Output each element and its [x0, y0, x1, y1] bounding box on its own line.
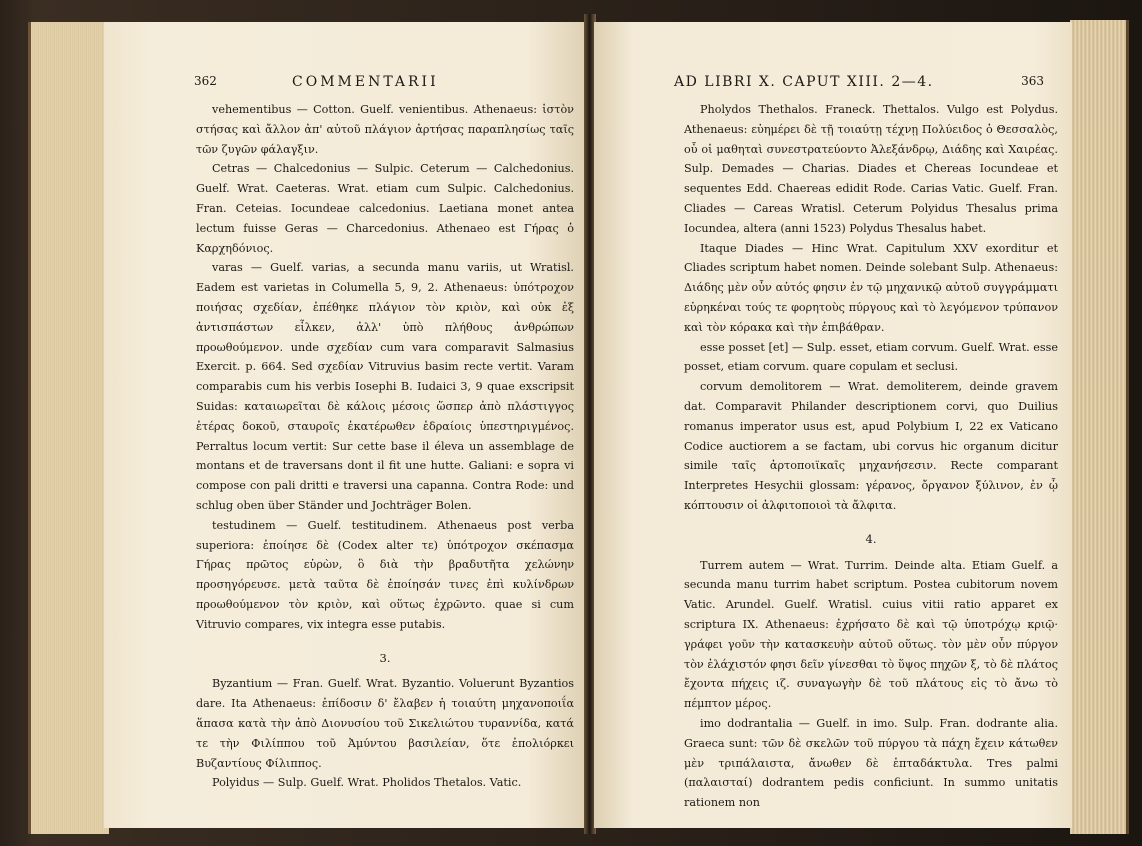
paragraph: testudinem — Guelf. testitudinem. Athenaeus post verba superiora: ἐποίησε δὲ (Codex alter τε) ὑπότροχον σκέπασμα Γήρας πρῶτος εὑρὼν, ὃ διὰ τὴν βραδυτῆτα χελώνην προσηγόρευσε. μετὰ ταῦτα δὲ ἐποίησάν τινες ἐπὶ κυλίνδρων προωθούμενον τὸν κριὸν, καὶ οὕτως ἐχρῶντο. quae si cum Vitruvio compares, vix integra esse putabis.: [196, 518, 574, 631]
paragraph: Byzantium — Fran. Guelf. Wrat. Byzantio. Voluerunt Byzantios dare. Ita Athenaeus: ἐπίδοσιν δ' ἔλαβεν ἡ τοιαύτη μηχανοποιΐα ἅπασα κατὰ τὴν ἀπὸ Διονυσίου τοῦ Σικελιώτου τυραννίδα, κατά τε τὴν Φιλίππου τοῦ Ἀμύντου βασιλείαν, ὅτε ἐπολιόρκει Βυζαντίους Φίλιππος.: [196, 677, 574, 770]
page-number: 362: [194, 74, 217, 88]
left-header: [194, 74, 564, 94]
paragraph: Polyidus — Sulp. Guelf. Wrat. Pholidos Thetalos. Vatic.: [212, 776, 522, 790]
paragraph: Turrem autem — Wrat. Turrim. Deinde alta. Etiam Guelf. a secunda manu turrim habet scriptum. Postea cubitorum novem Vatic. Arundel. Guelf. Wratisl. cuius vitii ratio apparet ex scriptura IX. Athenaeus: ἐχρήσατο δὲ καὶ τῷ ὑποτρόχῳ κριῷ· γράφει γοῦν τὴν κατασκευὴν αὐτοῦ οὕτως. τὸν μὲν οὖν πύργον τὸν ἐλάχιστόν φησι δεῖν γίνεσθαι τὸ ὕψος πηχῶν ξ, τὸ δὲ πλάτος ἔχοντα πήχεις ιζ. συναγωγὴν δὲ τοῦ πλάτους εἰς τὸ ἄνω τὸ πέμπτον μέρος.: [684, 558, 1058, 711]
left-page-edges: [28, 22, 109, 834]
right-page: [594, 22, 1072, 828]
paragraph: esse posset [et] — Sulp. esset, etiam corvum. Guelf. Wrat. esse posset, etiam corvum. quare copulam et seclusi.: [684, 340, 1058, 374]
paragraph: Cetras — Chalcedonius — Sulpic. Ceterum — Calchedonius. Guelf. Wrat. Caeteras. Wrat. etiam cum Sulpic. Calchedonius. Fran. Ceteias. Iocundeae calcedonius. Laetiana monet antea lectum fuisse Geras — Charcedonius. Athenaeo est Γήρας ὁ Καρχηδόνιος.: [196, 162, 574, 255]
left-text-block: [196, 100, 574, 793]
section-number: 3.: [379, 650, 391, 665]
running-head: AD LIBRI X. CAPUT XIII. 2—4.: [674, 74, 934, 90]
paragraph: imo dodrantalia — Guelf. in imo. Sulp. Fran. dodrante alia. Graeca sunt: τῶν δὲ σκελῶν τοῦ πύργου τὰ πάχη ἔχειν κάτωθεν μὲν τριπάλαιστα, ἄνωθεν δὲ ἑπταδάκτυλα. Tres palmi (παλαισταί) dodrantem pedis conficiunt. In summo unitatis rationem non: [684, 716, 1058, 810]
paragraph: vehementibus — Cotton. Guelf. venientibus. Athenaeus: ἱστὸν στήσας καὶ ἄλλον ἀπ' αὐτοῦ πλάγιον ἀρτήσας παραπλησίως ταῖς τῶν ζυγῶν φάλαγξιν.: [196, 103, 574, 156]
paragraph: Itaque Diades — Hinc Wrat. Capitulum XXV exorditur et Cliades scriptum habet nomen. Deinde solebant Sulp. Athenaeus: Διάδης μὲν οὖν αὐτός φησιν ἐν τῷ μηχανικῷ αὐτοῦ συγγράμματι εὑρηκέναι τούς τε φορητοὺς πύργους καὶ τὸ λεγόμενον τρύπανον καὶ τὸν κόρακα καὶ τὴν ἐπιβάθραν.: [684, 241, 1058, 334]
paragraph: varas — Guelf. varias, a secunda manu variis, ut Wratisl. Eadem est varietas in Columella 5, 9, 2. Athenaeus: ὑπότροχον ποιήσας σχεδίαν, ἐπέθηκε πλάγιον τὸν κριὸν, καὶ οὐκ ἐξ ἀντισπάστων εἷλκεν, ἀλλ' ὑπὸ πλήθους ἀνθρώπων προωθούμενον. unde σχεδίαν cum vara comparavit Salmasius Exercit. p. 664. Sed σχεδίαν Vitruvius basim recte vertit. Varam comparabis cum his verbis Iosephi B. Iudaici 3, 9 quae exscripsit Suidas: καταιωρεῖται δὲ κάλοις μέσοις ὥσπερ ἀπὸ πλάστιγγος ἑτέρας δοκοῦ, σταυροῖς ἑκατέρωθεν ἑδραίοις ὑπεστηριγμένος. Perraltus locum vertit: Sur cette base il éleva un assemblage de montans et de traversans dont il fit une hutte. Galiani: e sopra vi compose con pali dritti e traversi una capanna. Contra Rode: und schlug oben über Ständer und Jochträger Bolen.: [196, 261, 574, 512]
right-page-edges: [1070, 20, 1129, 834]
paragraph: Pholydos Thethalos. Franeck. Thettalos. Vulgo est Polydus. Athenaeus: εὐημέρει δὲ τῇ τοιαύτῃ τέχνῃ Πολύειδος ὁ Θεσσαλὸς, οὗ οἱ μαθηταὶ συνεστρατεύοντο Ἀλεξάνδρῳ, Διάδης καὶ Χαιρέας. Sulp. Demades — Charias. Diades et Chereas Iocundeae et sequentes Edd. Chaereas edidit Rode. Carias Vatic. Guelf. Fran. Cliades — Careas Wratisl. Ceterum Polyidus Thesalus prima Iocundea, altera (anni 1523) Polydus Thesalus habet.: [684, 103, 1058, 235]
right-text-block: [684, 100, 1058, 813]
left-page: [104, 22, 586, 828]
running-head: COMMENTARII: [292, 74, 439, 90]
section-number: 4.: [865, 531, 877, 546]
paragraph: corvum demolitorem — Wrat. demoliterem, deinde gravem dat. Comparavit Philander descriptionem corvi, quo Duilius romanus imperator usus est, apud Polybium I, 22 ex Vaticano Codice auctiorem a se factam, ubi corvus hic organum dicitur simile ταῖς ἀρτοποιϊκαῖς μηχανήσεσιν. Recte comparant Interpretes Hesychii glossam: γέρανος, ὄργανον ξύλινον, ἐν ᾧ κόπτουσιν οἱ ἀλφιτοποιοὶ τὰ ἄλφιτα.: [684, 380, 1058, 512]
page-number: 363: [1021, 74, 1044, 88]
right-header: [674, 74, 1044, 94]
